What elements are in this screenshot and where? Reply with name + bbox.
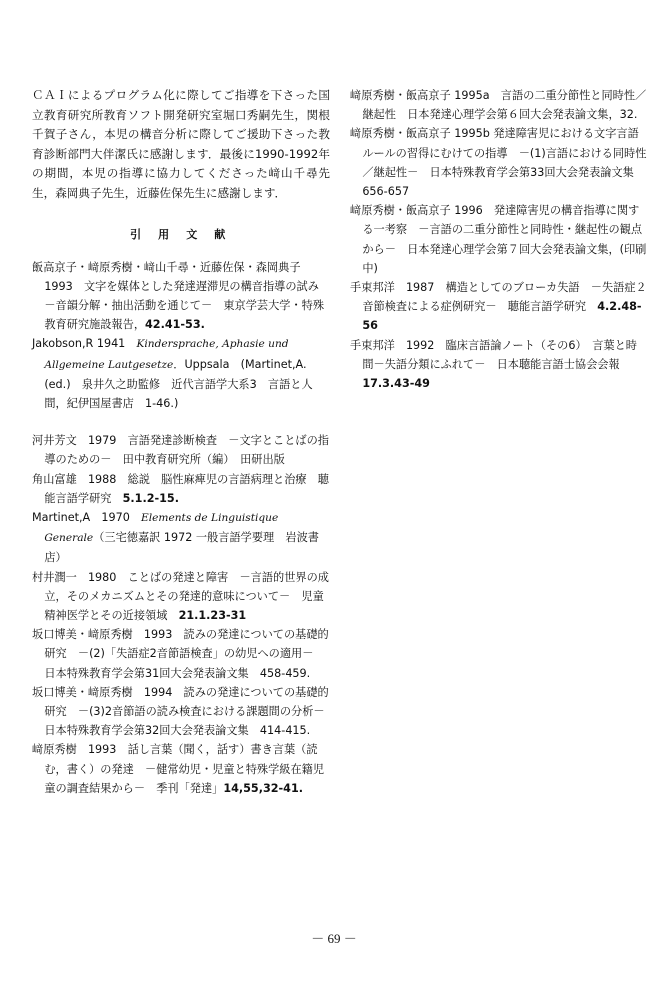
reference-entry [32,740,330,798]
reference-pre: Martinet,A 1970 [32,511,142,524]
acknowledgements-paragraph: ＣＡＩによるプログラム化に際してご指導を下さった国立教育研究所教育ソフト開発研究室堀口秀嗣先生，関根千賀子さん，本児の構音分析に際してご援助下さった教育診断部門大伴潔氏に感謝します．最後に1990-1992年の期間，本児の指導に協力してくださった﨑山千尋先生，森岡典子先生，近藤佐保先生に感謝します． [32,88,330,200]
reference-text: 河井芳文 1979 言語発達診断検査 －文字とことばの指導のための－ 田中教育研究所（編） 田研出版 [32,434,329,467]
reference-entry [350,336,648,394]
reference-pre: Jakobson,R 1941 [32,337,137,351]
reference-post: ．Uppsala (Martinet,A.(ed.) 泉井久之助監修 近代言語学大系3 言語と人間，紀伊国屋書店 1-46.) [44,357,313,410]
reference-vol: 4.2.48-56 [362,300,642,333]
reference-vol: 42.41-53. [145,318,205,332]
reference-entry [350,124,648,201]
reference-text: 角山富雄 1988 総説 脳性麻痺児の言語病理と治療 聴能言語学研究 [32,472,329,505]
reference-text: 飯高京子・﨑原秀樹・﨑山千尋・近藤佐保・森岡典子 1993 文字を媒体とした発達遅滞児の構音指導の試み －音韻分解・抽出活動を通じて－ 東京学芸大学・特殊教育研究施設報告， [32,260,331,332]
references-heading: 引 用 文 献 [130,227,232,241]
reference-entry [32,568,330,626]
reference-text: 﨑原秀樹・飯高京子 1995a 言語の二重分節性と同時性／継起性 日本発達心理学会第６回大会発表論文集，32. [350,89,647,122]
reference-entry [32,470,330,508]
reference-vol: 14,55,32-41. [223,781,303,795]
reference-text: 﨑原秀樹 1993 話し言葉（聞く，話す）書き言葉（読む，書く）の発達 －健常幼児・児童と特殊学級在籍児童の調査結果から－ 季刊「発達」 [32,743,325,795]
reference-vol: 5.1.2-15. [122,491,179,505]
reference-it: Elements de Linguistique Generale [44,512,279,545]
reference-vol: 21.1.23-31 [178,609,247,623]
reference-text: 坂口博美・﨑原秀樹 1993 読みの発達についての基礎的研究 －(2)「失語症2音節語検査」の幼児への適用－ 日本特殊教育学会第31回大会発表論文集 458-459. [32,628,329,680]
reference-post: （三宅徳嘉訳 1972 一般言語学要理 岩波書店） [44,531,319,565]
reference-entry [32,683,336,741]
reference-entry [350,86,648,124]
reference-text: 﨑原秀樹・飯高京子 1995b 発達障害児における文字言語ルールの習得にむけての指導 －(1)言語における同時性／継起性－ 日本特殊教育学会第33回大会発表論文集 656-657 [350,127,647,199]
reference-text: 手束邦洋 1987 構造としてのブローカ失語 －失語症２音節検査による症例研究－ 聴能言語学研究 [350,281,647,314]
reference-it: Kindersprache, Aphasie und Allgemeine Lautgesetze [44,338,289,371]
references-list-left-top [32,258,330,414]
reference-entry [350,201,648,278]
reference-text: 﨑原秀樹・飯高京子 1996 発達障害児の構音指導に関する一考察 －言語の二重分節性と同時性・継起性の観点から－ 日本発達心理学会第７回大会発表論文集，(印刷中) [350,204,647,275]
references-list-left-bottom [32,431,336,798]
reference-text: 坂口博美・﨑原秀樹 1994 読みの発達についての基礎的研究 －(3)2音節語の読み検査における課題間の分析－ 日本特殊教育学会第32回大会発表論文集 414-415. [32,685,336,738]
reference-vol: 17.3.43-49 [362,377,430,391]
reference-entry [32,508,330,568]
reference-entry [32,334,330,413]
reference-entry [32,258,330,335]
page-number: － 69 － [311,931,357,946]
left-column [32,86,336,798]
reference-entry [32,431,330,469]
reference-text: 村井潤一 1980 ことばの発達と障害 －言語的世界の成立，そのメカニズムとその発達的意味について－ 児童精神医学とその近接領域 [32,570,329,623]
reference-entry [32,625,330,683]
references-list-right [350,86,648,393]
reference-entry [350,278,648,336]
reference-text: 手束邦洋 1992 臨床言語論ノート（その6） 言葉と時間－失語分類にふれて－ 日本聴能言語士協会会報 [350,338,637,371]
right-column [350,86,648,393]
